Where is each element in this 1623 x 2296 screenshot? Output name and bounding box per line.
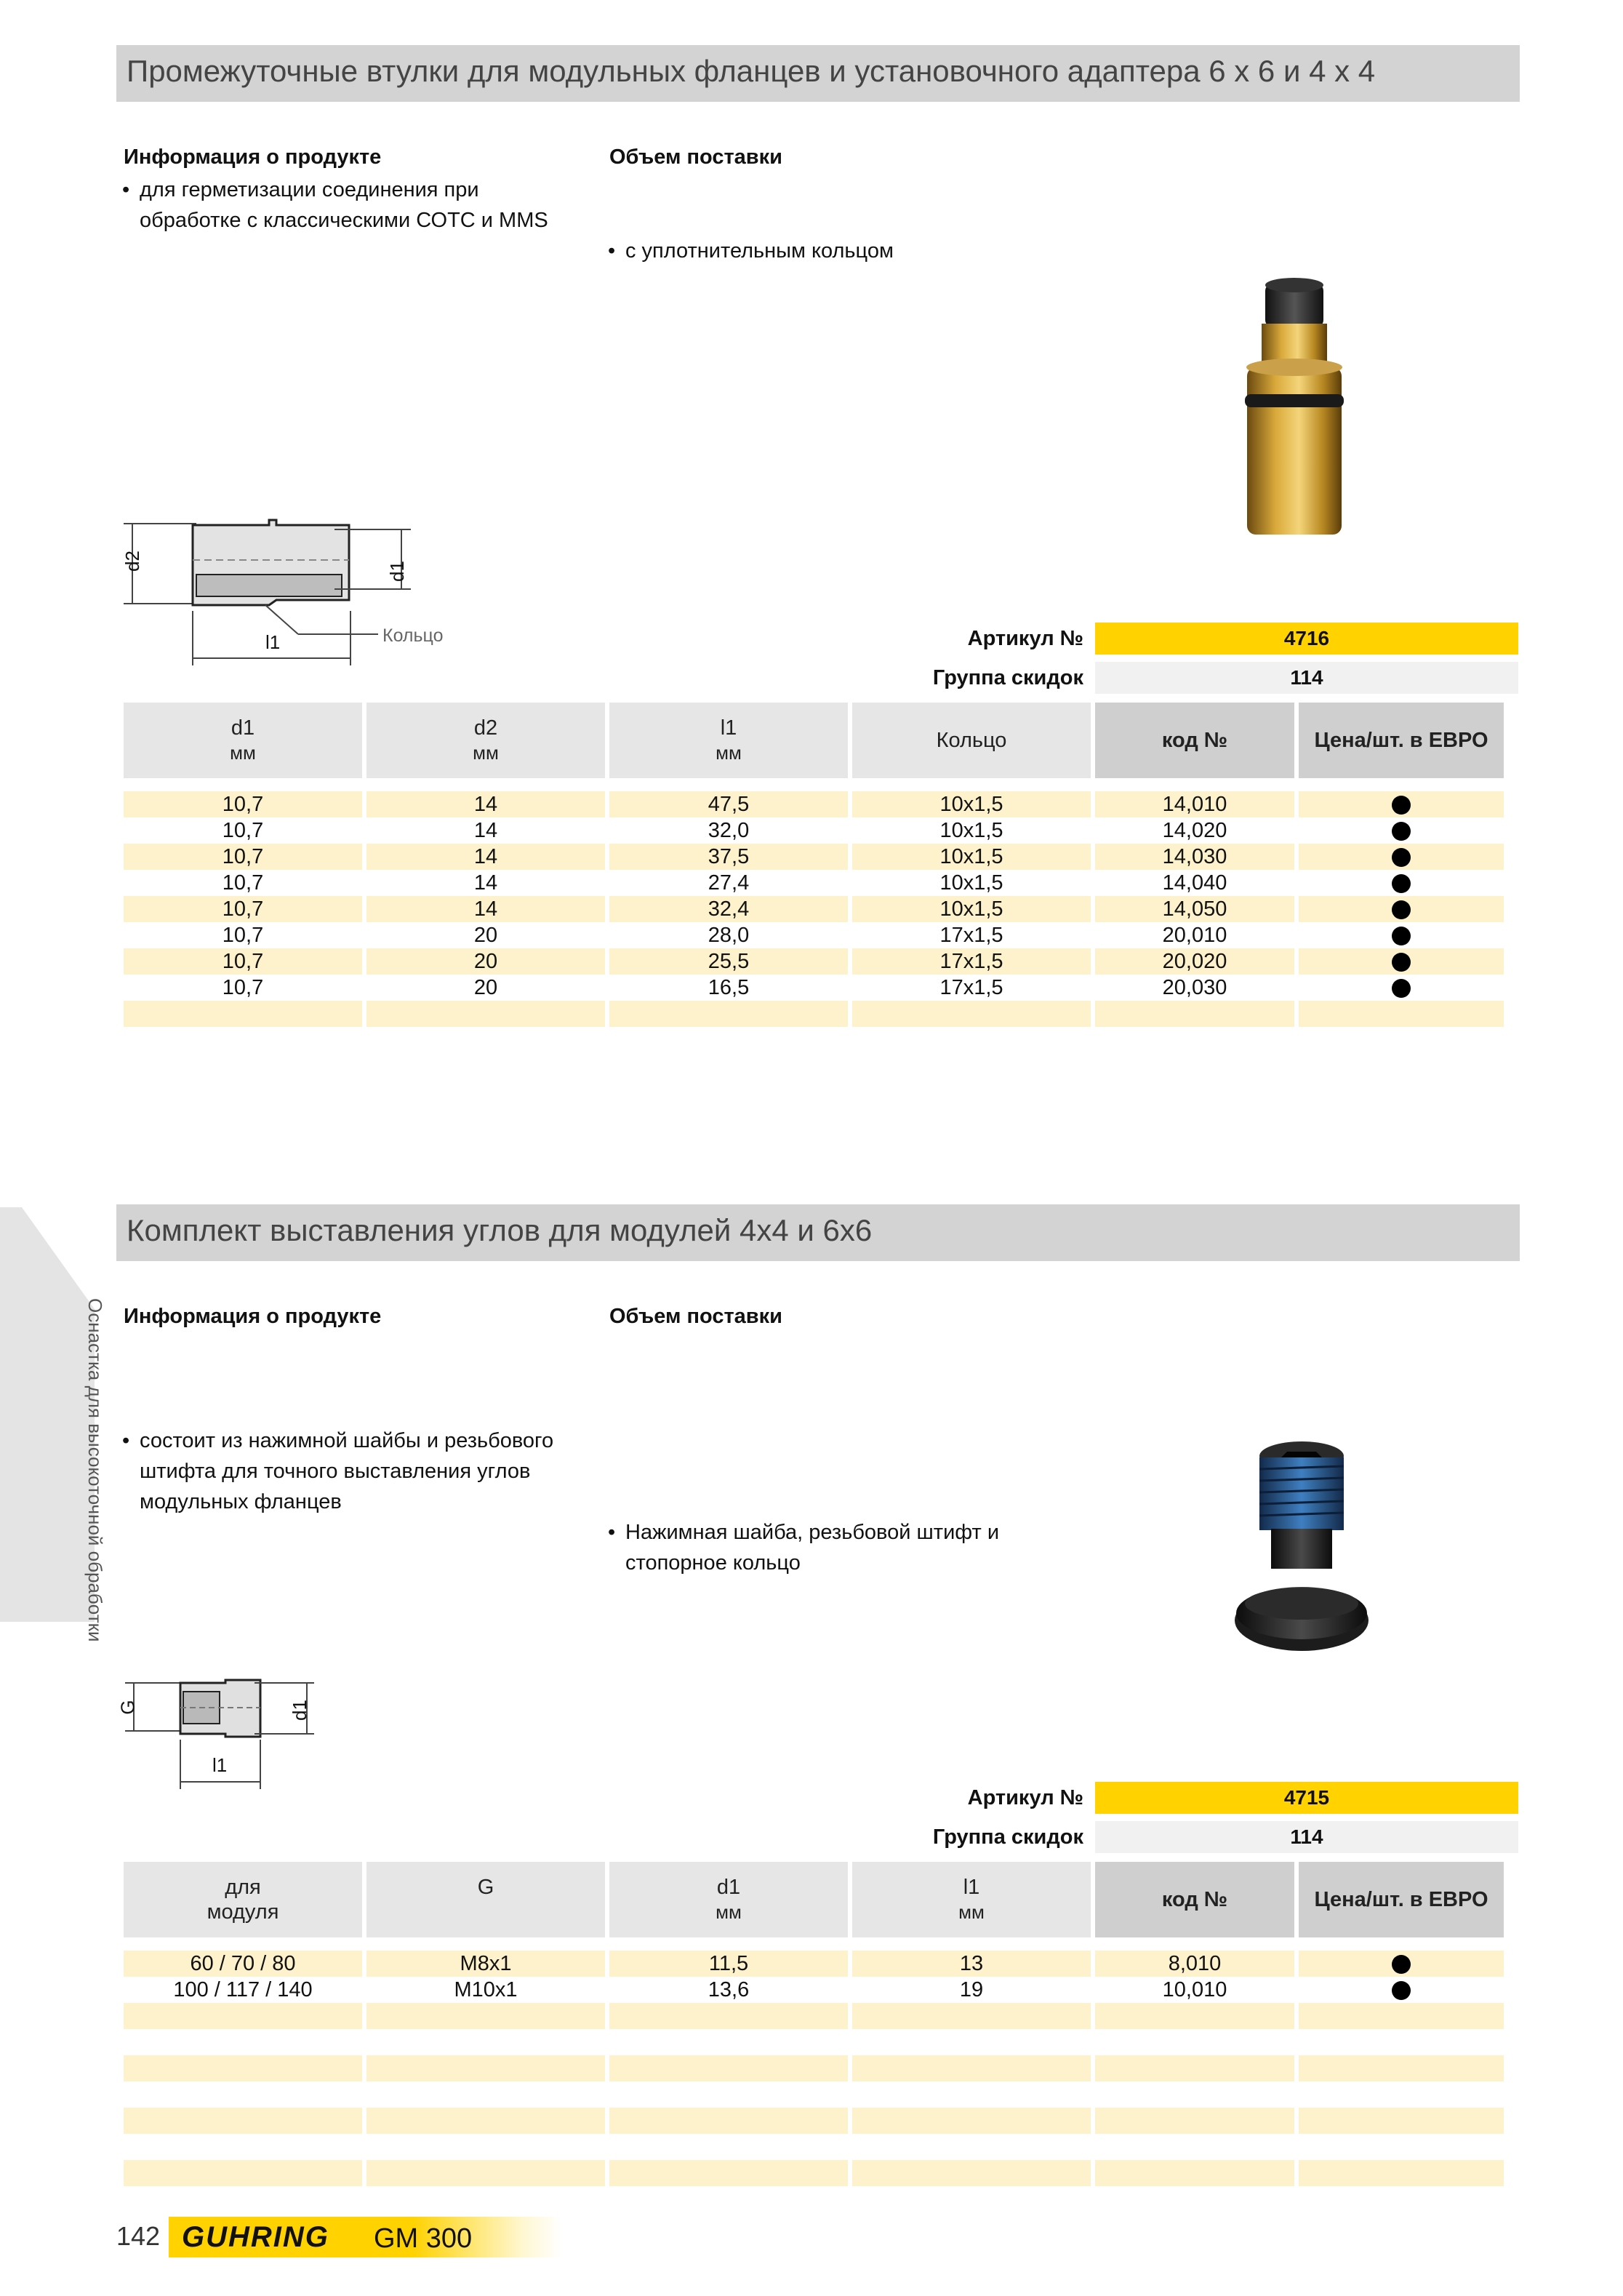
drawing1-l1-label: l1 [265, 631, 281, 653]
empty-cell [366, 2029, 605, 2055]
table-cell: 10,7 [124, 844, 362, 870]
section1-title-bar [116, 45, 1520, 102]
table-row [124, 844, 1504, 870]
table-cell: 13 [852, 1951, 1091, 1977]
empty-cell [1299, 2134, 1504, 2160]
empty-cell [124, 1001, 362, 1027]
table-cell: 14 [366, 791, 605, 817]
table-cell: 28,0 [609, 922, 848, 948]
column-header-unit: мм [230, 742, 256, 764]
empty-cell [366, 2160, 605, 2186]
column-header-label: d1 [231, 716, 255, 740]
empty-cell [124, 2108, 362, 2134]
column-header-unit: мм [958, 1901, 985, 1923]
table-row [124, 2081, 1504, 2108]
empty-cell [366, 2081, 605, 2108]
empty-cell [1095, 2134, 1294, 2160]
empty-cell [124, 2055, 362, 2081]
section1-supply-text: • с уплотнительным кольцом [608, 236, 1047, 266]
section1-info-heading: Информация о продукте [124, 145, 382, 169]
empty-cell [1299, 2160, 1504, 2186]
table-cell: 10,7 [124, 817, 362, 844]
section2-spec-table [119, 1862, 1508, 2186]
table-header-row [124, 1862, 1504, 1937]
table-cell: 16,5 [609, 975, 848, 1001]
table-cell: 14,050 [1095, 896, 1294, 922]
table-cell: 10x1,5 [852, 791, 1091, 817]
empty-cell [609, 2029, 848, 2055]
price-dot-icon [1392, 822, 1411, 841]
column-header-label: Кольцо [936, 729, 1007, 752]
table-cell: 10x1,5 [852, 896, 1091, 922]
column-header-module [124, 1862, 362, 1937]
table-header-row [124, 703, 1504, 778]
table-row [124, 2003, 1504, 2029]
table-cell: 17x1,5 [852, 975, 1091, 1001]
empty-cell [124, 2160, 362, 2186]
table-cell: 14 [366, 817, 605, 844]
table-cell: M8x1 [366, 1951, 605, 1977]
table-cell: 20 [366, 922, 605, 948]
table-cell: 20,010 [1095, 922, 1294, 948]
price-cell [1299, 1977, 1504, 2003]
price-cell [1299, 844, 1504, 870]
empty-cell [366, 1001, 605, 1027]
table-row [124, 1001, 1504, 1027]
column-header-label: l1 [720, 716, 737, 740]
empty-cell [852, 2029, 1091, 2055]
table-row [124, 1951, 1504, 1977]
column-header-code [1095, 1862, 1294, 1937]
price-dot-icon [1392, 1955, 1411, 1974]
table-cell: 14 [366, 844, 605, 870]
drawing2-d1-label: d1 [288, 1700, 310, 1721]
table-cell: 14,020 [1095, 817, 1294, 844]
empty-cell [1299, 2055, 1504, 2081]
empty-cell [852, 2055, 1091, 2081]
empty-cell [852, 1001, 1091, 1027]
table-row [124, 975, 1504, 1001]
empty-cell [609, 2081, 848, 2108]
column-header-label: d1 [716, 1876, 741, 1899]
table-cell: 14 [366, 870, 605, 896]
column-header-l1 [609, 703, 848, 778]
drawing1-ring-label: Кольцо [382, 625, 444, 646]
section2-supply-text: • Нажимная шайба, резьбовой штифт и стопорное кольцо [608, 1517, 1062, 1578]
column-header-unit: мм [716, 742, 742, 764]
table-cell: M10x1 [366, 1977, 605, 2003]
table-row [124, 1977, 1504, 2003]
table-row [124, 817, 1504, 844]
empty-cell [609, 2160, 848, 2186]
column-header-label: G [477, 1876, 494, 1899]
page-number: 142 [116, 2221, 161, 2251]
column-header-label: код № [1161, 1888, 1228, 1911]
empty-cell [366, 2003, 605, 2029]
empty-cell [1095, 2055, 1294, 2081]
table-cell: 10x1,5 [852, 870, 1091, 896]
section1-discount-label: Группа скидок [932, 666, 1083, 689]
empty-cell [366, 2055, 605, 2081]
column-header-d1 [124, 703, 362, 778]
empty-cell [852, 2160, 1091, 2186]
empty-cell [1095, 2003, 1294, 2029]
section2-info-heading: Информация о продукте [124, 1305, 382, 1328]
empty-cell [852, 2003, 1091, 2029]
table-cell: 100 / 117 / 140 [124, 1977, 362, 2003]
column-header-unit: мм [716, 1901, 742, 1923]
section1-article-value: 4716 [1095, 623, 1518, 655]
section2-article-value: 4715 [1095, 1782, 1518, 1814]
section2-article-label: Артикул № [967, 1786, 1083, 1809]
table-cell: 20,020 [1095, 948, 1294, 975]
table-cell: 32,4 [609, 896, 848, 922]
column-header-price [1299, 703, 1504, 778]
price-cell [1299, 870, 1504, 896]
empty-cell [124, 2134, 362, 2160]
column-header-d2 [366, 703, 605, 778]
table-cell: 17x1,5 [852, 922, 1091, 948]
price-dot-icon [1392, 927, 1411, 945]
section2-title-bar [116, 1204, 1520, 1261]
price-cell [1299, 922, 1504, 948]
screw-washer-product-image [1214, 1433, 1389, 1702]
price-cell [1299, 791, 1504, 817]
price-cell [1299, 1951, 1504, 1977]
column-header-price [1299, 1862, 1504, 1937]
price-cell [1299, 948, 1504, 975]
empty-cell [1299, 1001, 1504, 1027]
table-cell: 60 / 70 / 80 [124, 1951, 362, 1977]
table-cell: 14,040 [1095, 870, 1294, 896]
screw-drawing [116, 1673, 334, 1804]
empty-cell [1299, 2081, 1504, 2108]
empty-cell [609, 2003, 848, 2029]
empty-cell [124, 2003, 362, 2029]
section1-article-label: Артикул № [967, 627, 1083, 650]
section1-spec-table [119, 703, 1508, 1027]
price-dot-icon [1392, 848, 1411, 867]
empty-cell [609, 2055, 848, 2081]
column-header-label: l1 [963, 1876, 980, 1899]
section1-info-text: • для герметизации соединения при обработке с классическими СОТС и MMS [122, 175, 561, 236]
empty-cell [852, 2081, 1091, 2108]
table-row [124, 2134, 1504, 2160]
column-header-label: Цена/шт. в ЕВРО [1314, 729, 1488, 752]
side-tab-label: Оснастка для высокоточной обработки [84, 1298, 106, 1642]
empty-cell [366, 2108, 605, 2134]
table-row [124, 2029, 1504, 2055]
table-cell: 20 [366, 948, 605, 975]
section2-discount-value: 114 [1095, 1821, 1518, 1853]
table-cell: 14,030 [1095, 844, 1294, 870]
section2-discount-label: Группа скидок [932, 1825, 1083, 1849]
price-cell [1299, 896, 1504, 922]
drawing2-g-label: G [116, 1700, 139, 1715]
table-cell: 20,030 [1095, 975, 1294, 1001]
empty-cell [124, 2081, 362, 2108]
drawing1-d1-label: d1 [385, 561, 408, 582]
column-header-label: для [225, 1876, 261, 1899]
table-cell: 8,010 [1095, 1951, 1294, 1977]
table-row [124, 922, 1504, 948]
table-row [124, 948, 1504, 975]
price-dot-icon [1392, 979, 1411, 998]
price-cell [1299, 817, 1504, 844]
table-row [124, 791, 1504, 817]
table-cell: 25,5 [609, 948, 848, 975]
column-header-label: Цена/шт. в ЕВРО [1314, 1888, 1488, 1911]
table-cell: 14,010 [1095, 791, 1294, 817]
section2-title: Комплект выставления углов для модулей 4х4 и 6х6 [127, 1213, 873, 1247]
column-header-unit: мм [473, 742, 499, 764]
empty-cell [1095, 2081, 1294, 2108]
table-cell: 27,4 [609, 870, 848, 896]
footer-brand-band [169, 2217, 561, 2257]
table-cell: 10,7 [124, 896, 362, 922]
section2-supply-heading: Объем поставки [609, 1305, 782, 1328]
section1-discount-value: 114 [1095, 662, 1518, 694]
column-header-code [1095, 703, 1294, 778]
column-header-label: d2 [473, 716, 498, 740]
price-dot-icon [1392, 874, 1411, 893]
table-cell: 10,7 [124, 791, 362, 817]
table-cell: 13,6 [609, 1977, 848, 2003]
table-row [124, 870, 1504, 896]
price-dot-icon [1392, 953, 1411, 972]
table-cell: 14 [366, 896, 605, 922]
empty-cell [1095, 2029, 1294, 2055]
table-cell: 10x1,5 [852, 817, 1091, 844]
section2-info-text: • состоит из нажимной шайбы и резьбового штифта для точного выставления углов модульных фланцев [122, 1425, 605, 1517]
empty-cell [1299, 2003, 1504, 2029]
column-header-ring [852, 703, 1091, 778]
section1-supply-heading: Объем поставки [609, 145, 782, 169]
price-dot-icon [1392, 1981, 1411, 2000]
table-row [124, 2108, 1504, 2134]
empty-cell [1095, 2160, 1294, 2186]
price-dot-icon [1392, 900, 1411, 919]
table-row [124, 896, 1504, 922]
drawing2-l1-label: l1 [212, 1754, 228, 1776]
table-cell: 10,7 [124, 975, 362, 1001]
table-cell: 19 [852, 1977, 1091, 2003]
empty-cell [1095, 1001, 1294, 1027]
empty-cell [609, 2134, 848, 2160]
column-header-d1 [609, 1862, 848, 1937]
column-header-unit: модуля [207, 1900, 279, 1924]
column-header-label: код № [1161, 729, 1228, 752]
column-header-g [366, 1862, 605, 1937]
catalog-name: GM 300 [374, 2223, 473, 2254]
empty-cell [609, 1001, 848, 1027]
brand-logo: GUHRING [182, 2221, 329, 2253]
drawing1-d2-label: d2 [121, 551, 143, 572]
empty-cell [124, 2029, 362, 2055]
table-cell: 47,5 [609, 791, 848, 817]
empty-cell [1095, 2108, 1294, 2134]
section1-title: Промежуточные втулки для модульных фланцев и установочного адаптера 6 x 6 и 4 x 4 [127, 54, 1376, 88]
table-cell: 10,010 [1095, 1977, 1294, 2003]
table-cell: 17x1,5 [852, 948, 1091, 975]
table-cell: 10,7 [124, 948, 362, 975]
table-row [124, 2160, 1504, 2186]
empty-cell [1299, 2108, 1504, 2134]
table-cell: 10,7 [124, 922, 362, 948]
table-cell: 10x1,5 [852, 844, 1091, 870]
bushing-drawing [116, 509, 465, 684]
empty-cell [852, 2108, 1091, 2134]
table-cell: 32,0 [609, 817, 848, 844]
price-dot-icon [1392, 796, 1411, 815]
price-cell [1299, 975, 1504, 1001]
table-cell: 11,5 [609, 1951, 848, 1977]
bushing-product-image [1222, 269, 1367, 545]
empty-cell [609, 2108, 848, 2134]
table-cell: 10,7 [124, 870, 362, 896]
empty-cell [852, 2134, 1091, 2160]
table-cell: 37,5 [609, 844, 848, 870]
table-row [124, 2055, 1504, 2081]
empty-cell [366, 2134, 605, 2160]
table-cell: 20 [366, 975, 605, 1001]
empty-cell [1299, 2029, 1504, 2055]
column-header-l1 [852, 1862, 1091, 1937]
